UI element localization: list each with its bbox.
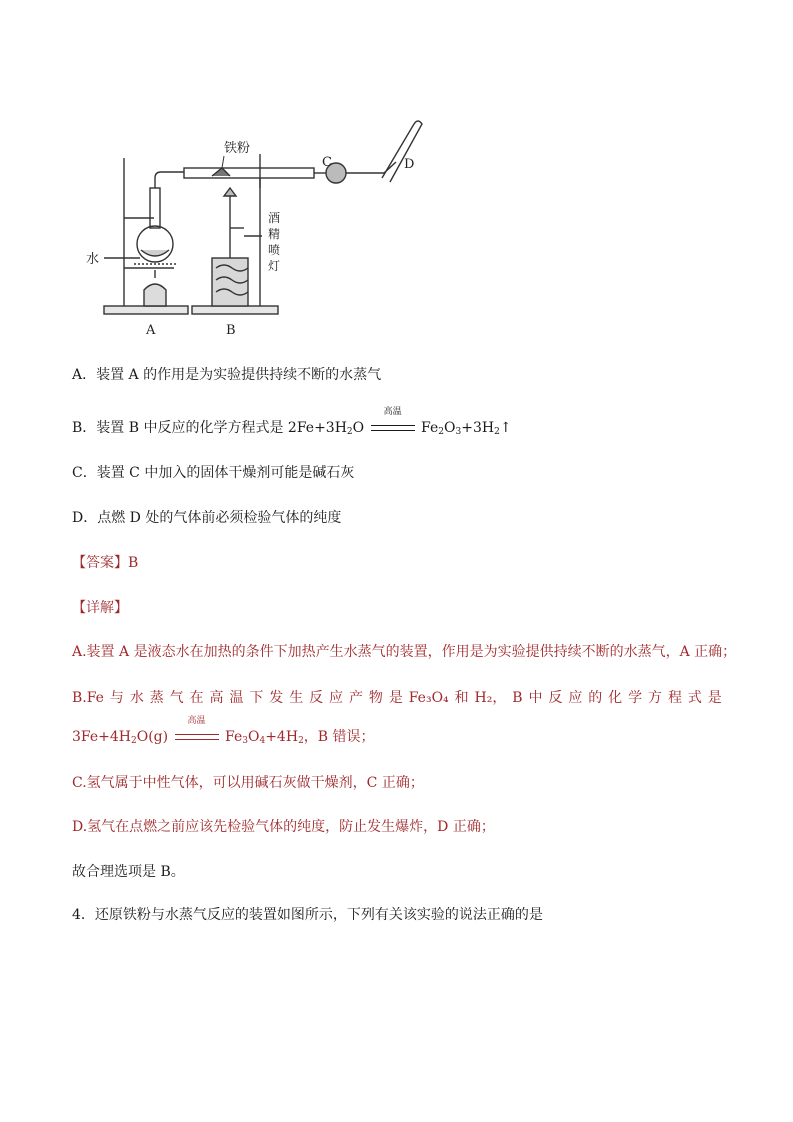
detail-b-eq-suffix2: O — [247, 729, 260, 745]
detail-b-word: 式 — [687, 690, 702, 706]
answer-value: B — [128, 555, 139, 571]
detail-b-word: 应 — [329, 690, 344, 706]
detail-b-word: 温 — [229, 690, 244, 706]
detail-b-word: 气 — [169, 690, 184, 706]
option-b-suffix3: +3H — [461, 420, 495, 436]
detail-b-word: 是 — [388, 690, 403, 706]
detail-condition-label: 高温 — [187, 716, 206, 726]
detail-b-word: 在 — [189, 690, 204, 706]
detail-b-word: 反 — [309, 690, 324, 706]
detail-b-word: 方 — [648, 690, 663, 706]
lamp-label-4: 灯 — [268, 259, 281, 273]
detail-b-word: 的 — [588, 690, 603, 706]
condition-label: 高温 — [383, 407, 402, 417]
lamp-label-2: 精 — [268, 227, 281, 241]
detail-b-word: H₂， — [474, 690, 507, 706]
detail-b-word: 物 — [368, 690, 383, 706]
next-question: 4．还原铁粉与水蒸气反应的装置如图所示，下列有关该实验的说法正确的是 — [72, 907, 543, 923]
detail-d: D.氢气在点燃之前应该先检验气体的纯度，防止发生爆炸，D 正确； — [72, 819, 495, 835]
detail-c: C.氢气属于中性气体，可以用碱石灰做干燥剂，C 正确； — [72, 775, 424, 791]
detail-b-word: 发 — [269, 690, 284, 706]
option-b-mid: O — [352, 420, 365, 436]
option-d: D．点燃 D 处的气体前必须检验气体的纯度 — [72, 510, 342, 526]
iron-powder-label: 铁粉 — [224, 141, 251, 156]
detail-b-word: 水 — [129, 690, 144, 706]
option-a: A．装置 A 的作用是为实验提供持续不断的水蒸气 — [72, 367, 382, 383]
detail-b-line1 — [72, 688, 722, 708]
b-label: B — [226, 323, 236, 338]
detail-b-word: 程 — [667, 690, 682, 706]
detail-b-word: 和 — [454, 690, 469, 706]
detail-b-word: 生 — [289, 690, 304, 706]
detail-b-word: 蒸 — [149, 690, 164, 706]
detail-b-eq-mid: O(g) — [136, 729, 169, 745]
apparatus-figure — [84, 118, 424, 340]
option-b: B．装置 B 中反应的化学方程式是 $2Fe+3H_2O$ 高温 $Fe_2O_3+3H_2↑$ — [72, 407, 512, 437]
detail-b-eq-suffix1: Fe — [225, 729, 243, 745]
detail-b-word: B.Fe — [72, 690, 104, 706]
lamp-label-1: 酒 — [268, 211, 281, 225]
detail-reaction-condition — [175, 716, 219, 747]
detail-b-eq-prefix: 3Fe+4H — [72, 729, 131, 745]
detail-a: A.装置 A 是液态水在加热的条件下加热产生水蒸气的装置，作用是为实验提供持续不断的水蒸气，A 正确； — [72, 644, 737, 660]
detail-b-word: 是 — [707, 690, 722, 706]
option-c: C．装置 C 中加入的固体干燥剂可能是碱石灰 — [72, 465, 355, 481]
detail-b-word: 产 — [348, 690, 363, 706]
detail-b-word: 高 — [209, 690, 224, 706]
a-label: A — [146, 323, 156, 338]
detail-b-eq-tail: ，B 错误； — [303, 729, 375, 745]
detail-b-word: 中 — [528, 690, 543, 706]
detail-b-word: 应 — [568, 690, 583, 706]
conclusion: 故合理选项是 B。 — [72, 864, 185, 880]
detail-b-word: 反 — [548, 690, 563, 706]
option-b-arrow: ↑ — [499, 420, 512, 436]
reaction-condition — [371, 407, 415, 438]
detail-b-line2: $3Fe+4H_2O(g)$ 高温 $Fe_3O_4+4H_2$，B 错误； — [72, 716, 375, 746]
d-label: D — [404, 157, 415, 172]
option-b-suffix2: O — [444, 420, 456, 436]
water-label: 水 — [86, 252, 100, 267]
detail-b-word: 下 — [249, 690, 264, 706]
detail-b-eq-suffix3: +4H — [265, 729, 299, 745]
detail-title: 【详解】 — [72, 600, 128, 616]
option-b-prefix: B．装置 B 中反应的化学方程式是 2Fe+3H — [72, 420, 347, 436]
detail-b-word: Fe₃O₄ — [408, 690, 449, 706]
detail-b-word: B — [512, 690, 523, 706]
answer-line — [72, 553, 138, 573]
answer-bracket: 【答案】 — [72, 555, 128, 571]
detail-b-word: 学 — [628, 690, 643, 706]
detail-b-word: 与 — [109, 690, 124, 706]
option-b-suffix1: Fe — [421, 420, 439, 436]
detail-b-word: 化 — [608, 690, 623, 706]
c-label: C — [322, 155, 332, 170]
lamp-label-3: 喷 — [268, 243, 281, 257]
